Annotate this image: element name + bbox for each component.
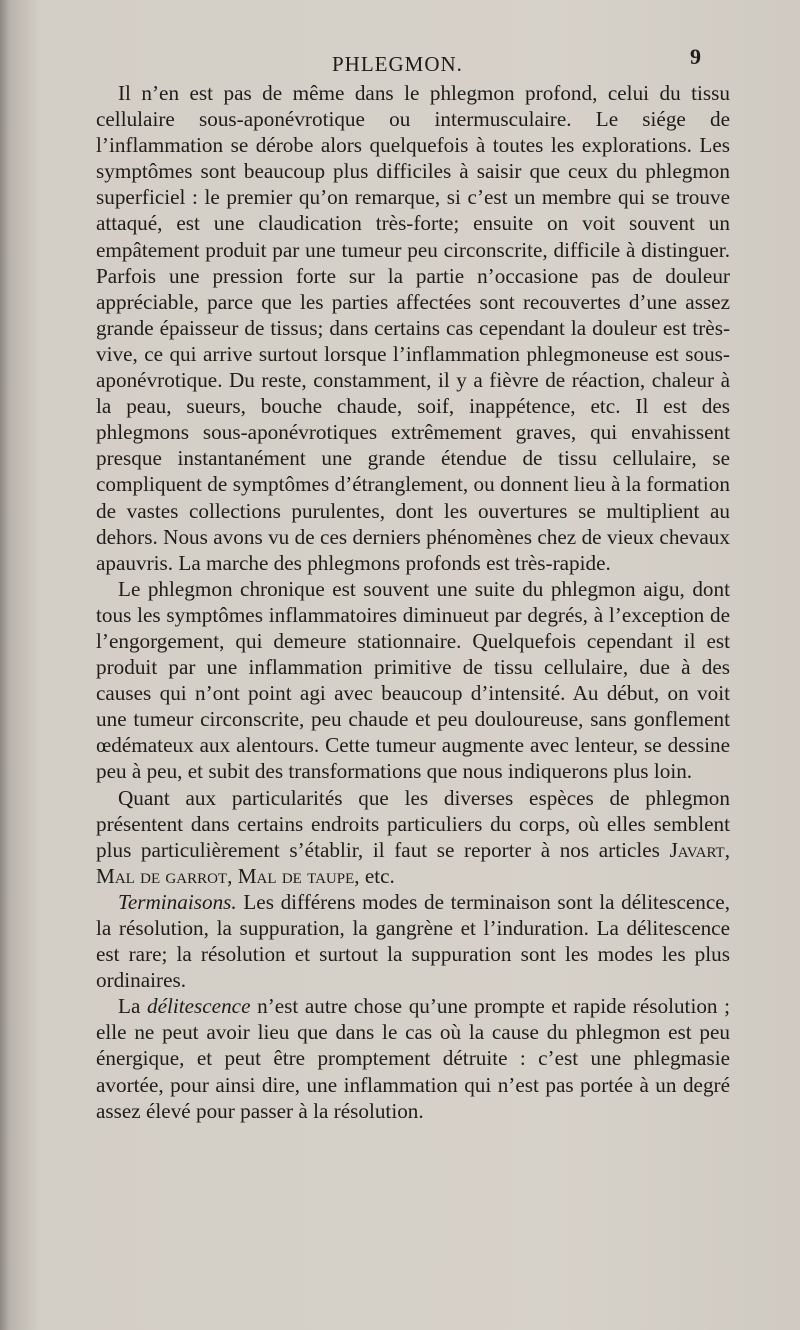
paragraph-phlegmon-profond: Il n’en est pas de même dans le phlegmon profond, celui du tissu cellulaire sous-aponévrotique ou intermusculaire. Le siége de l’inflammation se dérobe alors quelquefois à toutes les explorations. Les symptômes sont beaucoup plus difficiles à saisir que ceux du phlegmon superficiel : le premier qu’on remarque, si c’est un membre qui se trouve attaqué, est une claudication très-forte; ensuite on voit souvent un empâtement produit par une tumeur peu circonscrite, difficile à distinguer. Parfois une pression forte sur la partie n’occasione pas de douleur appréciable, parce que les parties affectées sont recouvertes d’une assez grande épaisseur de tissus; dans certains cas cependant la douleur est très-vive, ce qui arrive surtout lorsque l’inflammation phlegmoneuse est sous-aponévrotique. Du reste, constamment, il y a fièvre de réaction, chaleur à la peau, sueurs, bouche chaude, soif, inappétence, etc. Il est des phlegmons sous-aponévrotiques extrêmement graves, qui envahissent presque instantanément une grande étendue de tissu cellulaire, se compliquent de symptômes d’étranglement, ou donnent lieu à la formation de vastes collections purulentes, dont les ouvertures se multiplient au dehors. Nous avons vu de ces derniers phénomènes chez de vieux chevaux apauvris. La marche des phlegmons profonds est très-rapide. [96, 81, 730, 575]
body-text [96, 80, 730, 1124]
term-delitescence: délitescence [146, 994, 251, 1019]
paragraph-particularites: Quant aux particularités que les diverses espèces de phlegmon présentent dans certains endroits particuliers du corps, où elles semblent plus particulièrement s’établir, il faut se reporter à nos articles Javart, Mal de garrot, Mal de taupe, etc. [96, 785, 731, 888]
paragraph-text: La [118, 994, 141, 1019]
paragraph-terminaisons [96, 889, 730, 993]
cross-reference-mal-de-garrot: Mal de garrot [96, 863, 228, 888]
page-number: 9 [690, 44, 701, 69]
paragraph-text: n’est autre chose qu’une prompte et rapide résolution ; elle ne peut avoir lieu que dans le cas où la cause du phlegmon est peu énergique, et peut être promptement détruite : c’est une phlegmasie avortée, pour ainsi dire, une inflammation qui n’est pas portée à un degré assez élevé pour passer à la résolution. [96, 994, 731, 1123]
page-header [0, 44, 800, 84]
paragraph-delitescence [96, 993, 730, 1123]
paragraph-phlegmon-chronique: Le phlegmon chronique est souvent une suite du phlegmon aigu, dont tous les symptômes inflammatoires diminueut par degrés, à l’exception de l’engorgement, qui demeure stationnaire. Quelquefois cependant il est produit par une inflammation primitive de tissu cellulaire, due à des causes qui n’ont point agi avec beaucoup d’intensité. Au début, on voit une tumeur circonscrite, peu chaude et peu douloureuse, sans gonflement œdémateux aux alentours. Cette tumeur augmente avec lenteur, se dessine peu à peu, et subit des transformations que nous indiquerons plus loin. [96, 576, 730, 784]
cross-reference-javart: Javart [669, 837, 725, 862]
section-heading-terminaisons: Terminaisons. [118, 889, 237, 914]
running-title: PHLEGMON. [332, 52, 463, 76]
paragraph-text: Les différens modes de terminaison sont la délitescence, la résolution, la suppuration, la gangrène et l’induration. La délitescence est rare; la résolution et surtout la suppuration sont les modes les plus ordinaires. [96, 889, 730, 993]
paragraph-text: Quant aux particularités que les diverses espèces de phlegmon présentent dans certains endroits particuliers du corps, où elles semblent plus particulièrement s’établir, il faut se reporter à nos articles [96, 785, 730, 862]
cross-reference-mal-de-taupe: Mal de taupe [237, 863, 355, 888]
paragraph-text: etc. [364, 863, 395, 888]
